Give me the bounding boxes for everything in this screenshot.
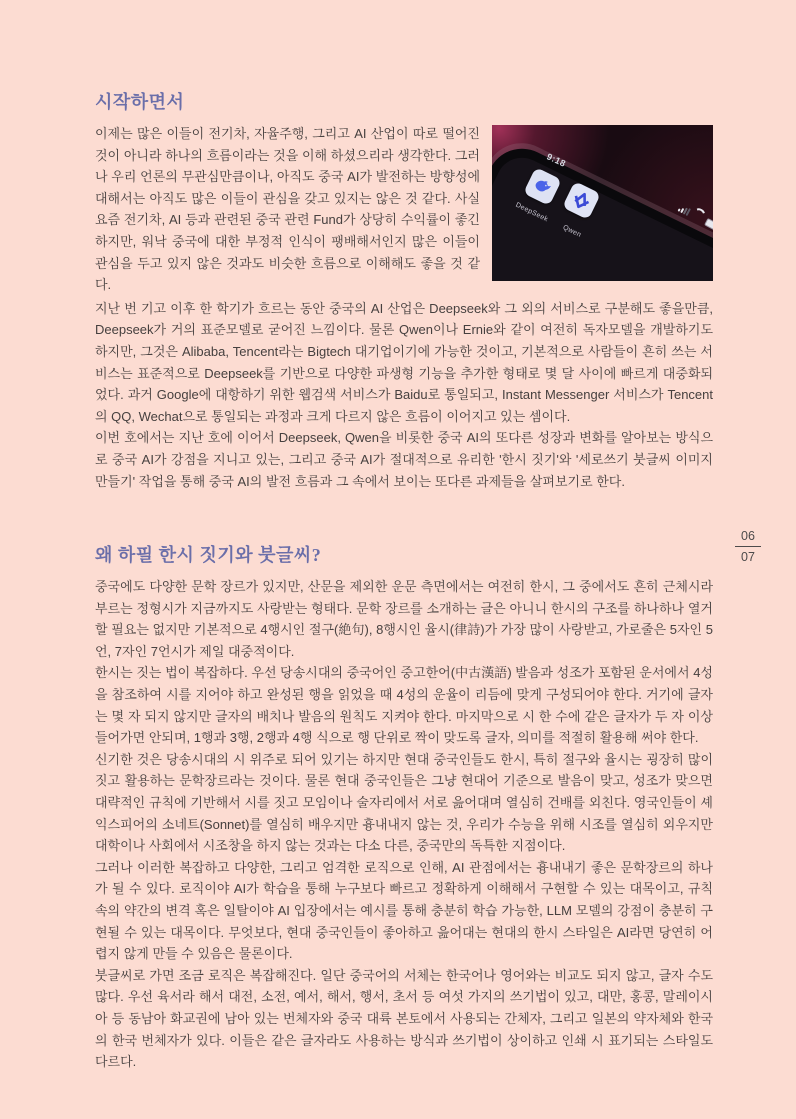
battery-icon xyxy=(704,218,713,232)
section2-title: 왜 하필 한시 짓기와 붓글씨? xyxy=(95,545,322,566)
phone-apps-photo xyxy=(492,125,713,281)
qwen-logo-icon xyxy=(567,186,595,214)
section2-paragraph-5: 붓글씨로 가면 조금 로직은 복잡해진다. 일단 중국어의 서체는 한국어나 영어와는 비교도 되지 않고, 글자 수도 많다. 우선 육서라 해서 대전, 소전, 예서, 해서, 행서, 초서 등 여섯 가지의 쓰기법이 있고, 대만, 홍콩, 말레이시아 등 동남아 화교권에 남아 있는 번체자와 중국 대륙 본토에서 사용되는 간체자, 그리고 일본의 약자체와 한국의 한국 번체자가 있다. 이들은 같은 글자라도 사용하는 방식과 쓰기법이 상이하고 인쇄 시 표기되는 스타일도 다르다. xyxy=(95,967,713,1070)
section2-paragraph-3: 신기한 것은 당송시대의 시 위주로 되어 있기는 하지만 현대 중국인들도 한시, 특히 절구와 율시는 굉장히 많이 짓고 활용하는 문학장르라는 것이다. 물론 현대 중국인들은 그냥 현대어 기준으로 발음이 맞고, 성조가 맞으면 대략적인 규칙에 기반해서 시를 짓고 모임이나 술자리에서 서로 읊어대며 열심히 건배를 외친다. 영국인들이 셰익스피어의 소네트(Sonnet)를 열심히 배우지만 흉내내지 않는 것, 우리가 수능을 위해 시조를 열심히 외우지만 대학이나 사회에서 시조창을 하지 않는 것과는 다소 다른, 중국만의 독특한 지점이다. xyxy=(95,751,713,854)
deepseek-whale-icon xyxy=(528,172,556,200)
page-number-top: 06 xyxy=(735,529,761,547)
section1-title: 시작하면서 xyxy=(95,92,185,112)
section1-paragraph-1-text: 이제는 많은 이들이 전기차, 자율주행, 그리고 AI 산업이 따로 떨어진 것이 아니라 하나의 흐름이라는 것을 이해 하셨으리라 생각한다. 그러나 우리 언론의 무관심만큼이나, 아직도 중국 AI가 발전하는 방향성에 대해서는 아직도 많은 이들이 관심을 갖고 있지는 않은 것 같다. 사실 요즘 전기차, AI 등과 관련된 중국 관련 Fund가 상당히 수익률이 좋긴 하지만, 워낙 중국에 대한 부정적 인식이 팽배해서인지 많은 이들이 관심을 두고 있지 않은 것과도 비슷한 흐름으로 이해해도 좋을 것 같다. xyxy=(95,126,480,293)
deepseek-app-label: DeepSeek xyxy=(514,201,549,224)
qwen-app-label: Qwen xyxy=(561,224,583,239)
page-number-marker xyxy=(735,529,761,564)
section2-paragraph-1: 중국에도 다양한 문학 장르가 있지만, 산문을 제외한 운문 측면에서는 여전히 한시, 그 중에서도 흔히 근체시라 부르는 정형시가 지금까지도 사랑받는 형태다. 문학 장르를 소개하는 글은 아니니 한시의 구조를 하나하나 열거할 필요는 없지만 기본적으로 4행시인 절구(絶句), 8행시인 율시(律詩)가 가장 많이 사랑받고, 가로줄은 5자인 5언, 7자인 7언시가 제일 대중적이다. xyxy=(95,579,713,659)
section1-paragraph-3: 이번 호에서는 지난 호에 이어서 Deepseek, Qwen을 비롯한 중국 AI의 또다른 성장과 변화를 알아보는 방식으로 중국 AI가 강점을 지니고 있는, 그리고 중국 AI가 절대적으로 유리한 '한시 짓기'와 '세로쓰기 붓글씨 이미지 만들기' 작업을 통해 중국 AI의 발전 흐름과 그 속에서 보이는 또다른 과제들을 살펴보기로 한다. xyxy=(95,430,713,489)
section2-paragraph-4: 그러나 이러한 복잡하고 다양한, 그리고 엄격한 로직으로 인해, AI 관점에서는 흉내내기 좋은 문학장르의 하나가 될 수 있다. 로직이야 AI가 학습을 통해 누구보다 빠르고 정확하게 이해해서 구현할 수 있는 대목이고, 규칙 속의 약간의 변격 혹은 일탈이야 AI 입장에서는 예시를 통해 충분히 학습 가능한, LLM 모델의 강점이 충분히 구현될 수 있는 대목이다. 무엇보다, 현대 중국인들이 좋아하고 읊어대는 현대의 한시 스타일은 AI라면 당연히 어렵지 않게 만들 수 있음은 물론이다. xyxy=(95,859,713,962)
signal-bars-icon xyxy=(678,204,691,216)
phone-statusbar xyxy=(678,199,713,231)
phone-clock: 9:18 xyxy=(545,151,568,169)
section1-paragraph-1 xyxy=(95,123,713,296)
section2-paragraph-2: 한시는 짓는 법이 복잡하다. 우선 당송시대의 중국어인 중고한어(中古漢語) 발음과 성조가 포함된 운서에서 4성을 참조하여 시를 지어야 하고 완성된 행을 읽었을 때 4성의 운율이 리듬에 맞게 구성되어야 한다. 거기에 글자는 몇 자 되지 않지만 글자의 배치나 발음의 원칙도 지켜야 한다. 마지막으로 시 한 수에 같은 글자가 두 자 이상 들어가면 안되며, 1행과 3행, 2행과 4행 식으로 행 단위로 짝이 맞도록 글자, 의미를 적절히 활용해 써야 한다. xyxy=(95,665,713,746)
article-content xyxy=(95,88,713,1073)
page-number-bottom: 07 xyxy=(741,550,755,564)
section1-paragraph-2: 지난 번 기고 이후 한 학기가 흐르는 동안 중국의 AI 산업은 Deepseek와 그 외의 서비스로 구분해도 좋을만큼, Deepseek가 거의 표준모델로 굳어진 느낌이다. 물론 Qwen이나 Ernie와 같이 여전히 독자모델을 개발하기도 하지만, 그것은 Alibaba, Tencent라는 Bigtech 대기업이기에 가능한 것이고, 기본적으로 사람들이 흔히 쓰는 서비스는 표준적으로 Deepseek를 기반으로 다양한 파생형 기능을 추가한 형태로 몇 달 사이에 빠르게 대중화되었다. 과거 Google에 대항하기 위한 웹검색 서비스가 Baidu로 통일되고, Instant Messenger 서비스가 Tencent의 QQ, Wechat으로 통일되는 과정과 크게 다르지 않은 흐름이 이어지고 있는 셈이다. xyxy=(95,300,713,424)
